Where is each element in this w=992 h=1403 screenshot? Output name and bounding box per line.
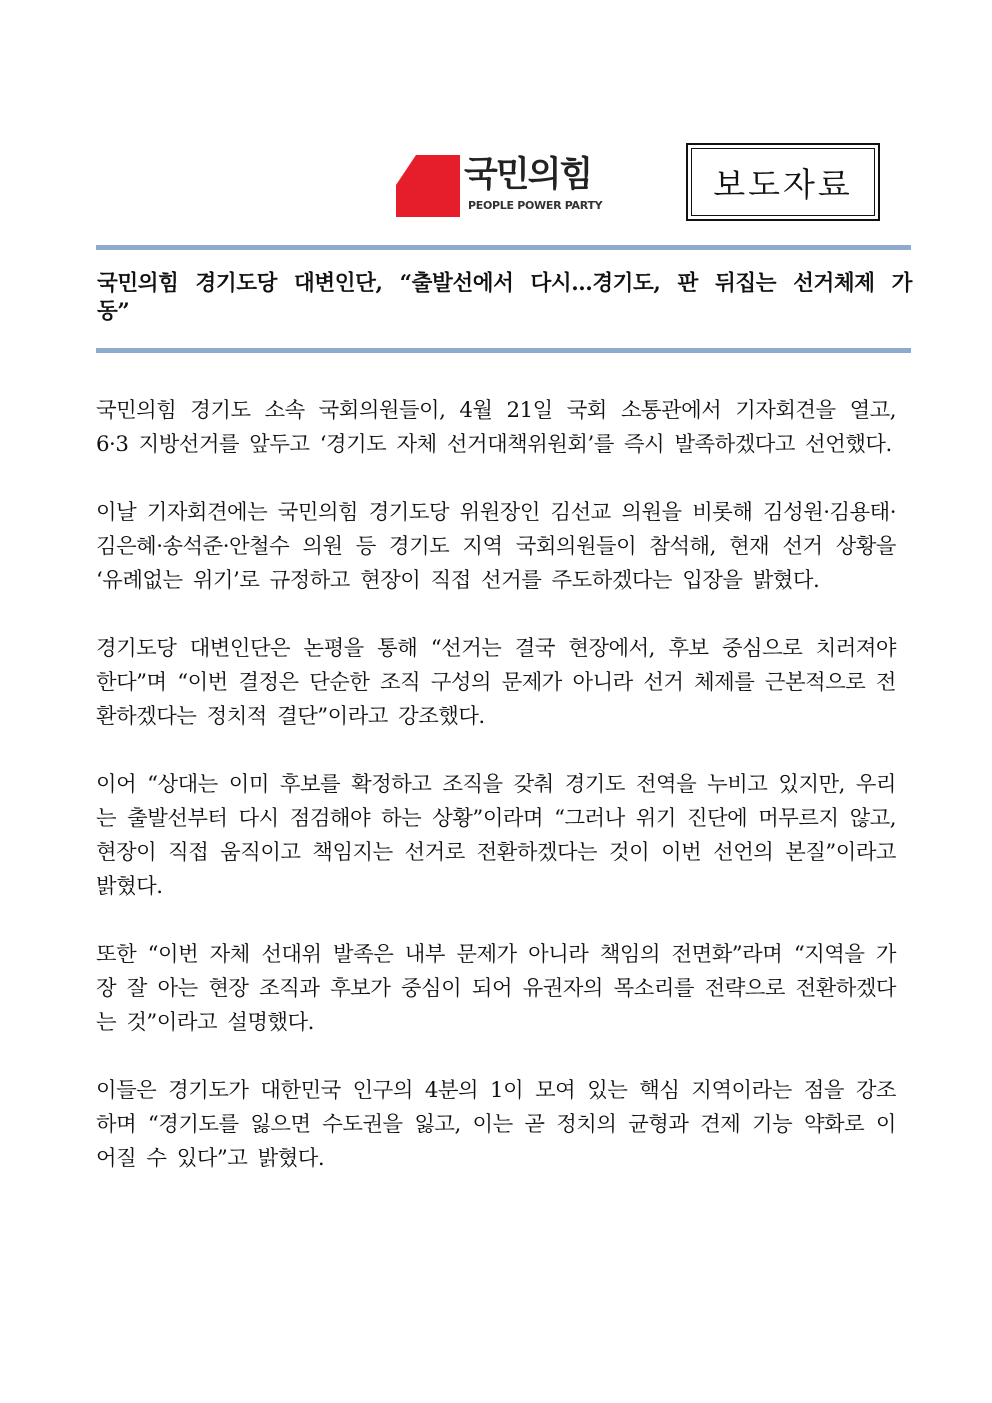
body-paragraph: 국민의힘 경기도 소속 국회의원들이, 4월 21일 국회 소통관에서 기자회견을 열고, 6·3 지방선거를 앞두고 ‘경기도 자체 선거대책위원회’를 즉시 발족하겠다고 선언했다. [96, 398, 896, 457]
party-logo-subtitle: PEOPLE POWER PARTY [468, 199, 603, 212]
press-release-box-inner [691, 148, 875, 216]
body-paragraph: 이들은 경기도가 대한민국 인구의 4분의 1이 모여 있는 핵심 지역이라는 점을 강조하며 “경기도를 잃으면 수도권을 잃고, 이는 곧 정치의 균형과 견제 기능 약화로 이어질 수 있다”고 밝혔다. [96, 1078, 896, 1171]
party-logo-mark-icon [396, 155, 460, 217]
release-title: 국민의힘 경기도당 대변인단, “출발선에서 다시…경기도, 판 뒤집는 선거체제 가동” [97, 271, 912, 324]
press-release-box [686, 143, 880, 221]
party-logo-name: 국민의힘 [464, 155, 592, 195]
body-paragraph: 또한 “이번 자체 선대위 발족은 내부 문제가 아니라 책임의 전면화”라며 “지역을 가장 잘 아는 현장 조직과 후보가 중심이 되어 유권자의 목소리를 전략으로 전환하겠다는 것”이라고 설명했다. [96, 942, 896, 1035]
title-bottom-rule [96, 348, 911, 353]
party-logo [396, 155, 606, 219]
release-body [96, 394, 896, 1210]
body-paragraph: 경기도당 대변인단은 논평을 통해 “선거는 결국 현장에서, 후보 중심으로 치러져야 한다”며 “이번 결정은 단순한 조직 구성의 문제가 아니라 선거 체제를 근본적으로 전환하겠다는 정치적 결단”이라고 강조했다. [96, 636, 896, 729]
body-paragraph: 이날 기자회견에는 국민의힘 경기도당 위원장인 김선교 의원을 비롯해 김성원·김용태·김은혜·송석준·안철수 의원 등 경기도 지역 국회의원들이 참석해, 현재 선거 상황을 ‘유례없는 위기’로 규정하고 현장이 직접 선거를 주도하겠다는 입장을 밝혔다. [96, 500, 896, 593]
title-top-rule [96, 245, 911, 250]
body-paragraph: 이어 “상대는 이미 후보를 확정하고 조직을 갖춰 경기도 전역을 누비고 있지만, 우리는 출발선부터 다시 점검해야 하는 상황”이라며 “그러나 위기 진단에 머무르지 않고, 현장이 직접 움직이고 책임지는 선거로 전환하겠다는 것이 이번 선언의 본질”이라고 밝혔다. [96, 772, 896, 899]
document-header [0, 0, 992, 240]
press-release-label: 보도자료 [713, 164, 853, 204]
